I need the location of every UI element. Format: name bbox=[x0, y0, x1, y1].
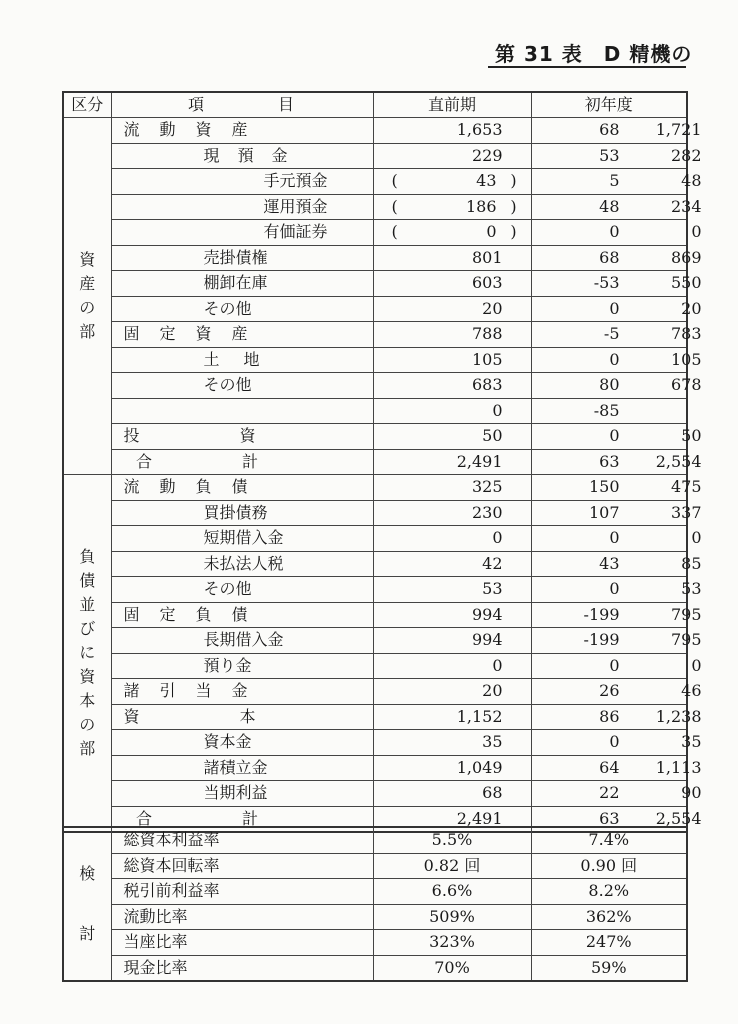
item-label: 現金比率 bbox=[111, 955, 373, 981]
change-value: 0 bbox=[609, 732, 620, 752]
table-row bbox=[63, 704, 687, 730]
first-year-value: 8.2% bbox=[531, 879, 687, 905]
first-year-value bbox=[531, 704, 702, 730]
item-label: 売掛債権 bbox=[111, 245, 373, 271]
first-year-value bbox=[531, 398, 687, 424]
prev-value: 788 bbox=[373, 322, 531, 348]
header-first: 初年度 bbox=[531, 92, 687, 118]
first-year-value: 0.90 回 bbox=[531, 853, 687, 879]
table-row bbox=[63, 602, 687, 628]
first-year-value bbox=[531, 577, 702, 603]
close-paren: ) bbox=[510, 222, 517, 242]
result-value: 53 bbox=[681, 579, 702, 599]
item-label: 合計 bbox=[111, 806, 373, 832]
item-label: その他 bbox=[111, 577, 373, 603]
first-year-value bbox=[531, 347, 702, 373]
table-row bbox=[63, 679, 687, 705]
table-row bbox=[63, 194, 687, 220]
prev-value: 2,491 bbox=[373, 449, 531, 475]
item-label: 固定資産 bbox=[111, 322, 373, 348]
section-label-char: 部 bbox=[79, 322, 96, 341]
table-row bbox=[63, 475, 687, 501]
change-value: -199 bbox=[583, 604, 620, 624]
result-value: 795 bbox=[670, 604, 702, 624]
item-label: 諸引当金 bbox=[111, 679, 373, 705]
result-value: 85 bbox=[681, 553, 702, 573]
change-value: 0 bbox=[609, 349, 620, 369]
result-value: 46 bbox=[681, 681, 702, 701]
section-label-char: 検 bbox=[79, 864, 96, 883]
prev-value: 35 bbox=[373, 730, 531, 756]
result-value: 475 bbox=[670, 477, 702, 497]
table-row bbox=[63, 853, 687, 879]
prev-value: 603 bbox=[373, 271, 531, 297]
section-label-char: に bbox=[79, 643, 96, 662]
first-year-value bbox=[531, 526, 702, 552]
prev-number: 43 bbox=[476, 171, 497, 191]
section-label-char: び bbox=[79, 619, 96, 638]
section-label-char: 債 bbox=[79, 571, 96, 590]
first-year-value bbox=[531, 194, 702, 220]
result-value: 678 bbox=[670, 375, 702, 395]
item-label: 当期利益 bbox=[111, 781, 373, 807]
result-value: 1,238 bbox=[655, 706, 702, 726]
result-value: 1,113 bbox=[655, 757, 702, 777]
item-label: 長期借入金 bbox=[111, 628, 373, 654]
item-label bbox=[111, 398, 373, 424]
item-label: 諸積立金 bbox=[111, 755, 373, 781]
first-year-value bbox=[531, 424, 702, 450]
change-value: 64 bbox=[599, 757, 620, 777]
item-label: 流動負債 bbox=[111, 475, 373, 501]
prev-value: 1,152 bbox=[373, 704, 531, 730]
item-label: その他 bbox=[111, 373, 373, 399]
table-row bbox=[63, 271, 687, 297]
prev-value: 50 bbox=[373, 424, 531, 450]
first-year-value: 59% bbox=[531, 955, 687, 981]
prev-value: 20 bbox=[373, 679, 531, 705]
section-label-char: 産 bbox=[79, 274, 96, 293]
first-year-value: 362% bbox=[531, 904, 687, 930]
section-label-char: 本 bbox=[79, 691, 96, 710]
section-label-char: の bbox=[79, 298, 96, 317]
result-value: 2,554 bbox=[655, 808, 702, 828]
item-label: 土地 bbox=[111, 347, 373, 373]
prev-value: 325 bbox=[373, 475, 531, 501]
section-label-char: 部 bbox=[79, 739, 96, 758]
result-value: 0 bbox=[691, 222, 702, 242]
table-row bbox=[63, 577, 687, 603]
table-row bbox=[63, 296, 687, 322]
item-label: 流動比率 bbox=[111, 904, 373, 930]
prev-value: 2,491 bbox=[373, 806, 531, 832]
prev-value: 1,653 bbox=[373, 118, 531, 144]
item-label: 有価証券 bbox=[111, 220, 373, 246]
prev-value: 1,049 bbox=[373, 755, 531, 781]
table-row bbox=[63, 904, 687, 930]
change-value: 107 bbox=[588, 502, 620, 522]
section-label-char: 資 bbox=[79, 667, 96, 686]
result-value: 0 bbox=[691, 528, 702, 548]
section-label-char: 討 bbox=[79, 924, 96, 943]
section-label bbox=[63, 118, 111, 475]
prev-value: 0 bbox=[373, 526, 531, 552]
prev-value: 229 bbox=[373, 143, 531, 169]
first-year-value bbox=[531, 296, 702, 322]
first-year-value bbox=[531, 271, 702, 297]
first-year-value bbox=[531, 118, 702, 144]
prev-value: 230 bbox=[373, 500, 531, 526]
first-year-value bbox=[531, 373, 702, 399]
change-value: -53 bbox=[593, 273, 620, 293]
first-year-value bbox=[531, 449, 702, 475]
item-label: 未払法人税 bbox=[111, 551, 373, 577]
first-year-value bbox=[531, 781, 702, 807]
prev-value: 20 bbox=[373, 296, 531, 322]
first-year-value bbox=[531, 322, 702, 348]
table-row bbox=[63, 955, 687, 981]
table-row bbox=[63, 373, 687, 399]
table-row bbox=[63, 245, 687, 271]
item-label: 投資 bbox=[111, 424, 373, 450]
prev-value: 5.5% bbox=[373, 827, 531, 853]
first-year-value bbox=[531, 602, 702, 628]
change-value: 63 bbox=[599, 451, 620, 471]
prev-value: 105 bbox=[373, 347, 531, 373]
item-label: 資本金 bbox=[111, 730, 373, 756]
item-label: 資本 bbox=[111, 704, 373, 730]
table-row bbox=[63, 424, 687, 450]
balance-sheet-table bbox=[62, 91, 702, 833]
change-value: 63 bbox=[599, 808, 620, 828]
prev-value: 509% bbox=[373, 904, 531, 930]
open-paren: ( bbox=[391, 171, 398, 191]
item-label: 税引前利益率 bbox=[111, 879, 373, 905]
table-row bbox=[63, 220, 687, 246]
prev-value: 68 bbox=[373, 781, 531, 807]
table-row bbox=[63, 347, 687, 373]
table-row bbox=[63, 398, 687, 424]
section-label-char: 並 bbox=[79, 595, 96, 614]
table-row bbox=[63, 730, 687, 756]
item-label: その他 bbox=[111, 296, 373, 322]
section-label-char: 資 bbox=[79, 250, 96, 269]
item-label: 買掛債務 bbox=[111, 500, 373, 526]
table-row bbox=[63, 322, 687, 348]
table-row bbox=[63, 500, 687, 526]
table-row bbox=[63, 781, 687, 807]
change-value: 53 bbox=[599, 145, 620, 165]
section-label-char: 負 bbox=[79, 547, 96, 566]
change-value: 0 bbox=[609, 298, 620, 318]
open-paren: ( bbox=[391, 222, 398, 242]
result-value: 35 bbox=[681, 732, 702, 752]
result-value: 0 bbox=[691, 655, 702, 675]
first-year-value bbox=[531, 500, 702, 526]
first-year-value bbox=[531, 169, 702, 195]
prev-value: 0.82 回 bbox=[373, 853, 531, 879]
first-year-value bbox=[531, 220, 702, 246]
first-year-value bbox=[531, 551, 702, 577]
change-value: -5 bbox=[603, 324, 620, 344]
result-value: 869 bbox=[670, 247, 702, 267]
table-row bbox=[63, 449, 687, 475]
change-value: 68 bbox=[599, 120, 620, 140]
open-paren: ( bbox=[391, 196, 398, 216]
first-year-value bbox=[531, 628, 702, 654]
prev-value: 994 bbox=[373, 602, 531, 628]
item-label: 運用預金 bbox=[111, 194, 373, 220]
prev-value: 994 bbox=[373, 628, 531, 654]
result-value: 282 bbox=[670, 145, 702, 165]
result-value: 20 bbox=[681, 298, 702, 318]
change-value: 0 bbox=[609, 222, 620, 242]
result-value: 795 bbox=[670, 630, 702, 650]
header-section: 区分 bbox=[63, 92, 111, 118]
result-value: 550 bbox=[670, 273, 702, 293]
change-value: 26 bbox=[599, 681, 620, 701]
table-row bbox=[63, 526, 687, 552]
change-value: 22 bbox=[599, 783, 620, 803]
prev-value bbox=[373, 194, 531, 220]
header-item: 項 目 bbox=[111, 92, 373, 118]
result-value: 783 bbox=[670, 324, 702, 344]
prev-number: 186 bbox=[465, 196, 497, 216]
prev-value: 70% bbox=[373, 955, 531, 981]
result-value: 105 bbox=[670, 349, 702, 369]
result-value: 2,554 bbox=[655, 451, 702, 471]
first-year-value bbox=[531, 679, 702, 705]
change-value: 0 bbox=[609, 579, 620, 599]
first-year-value bbox=[531, 475, 702, 501]
item-label: 棚卸在庫 bbox=[111, 271, 373, 297]
section-label bbox=[63, 475, 111, 833]
header-row bbox=[63, 92, 687, 118]
item-label: 現預金 bbox=[111, 143, 373, 169]
close-paren: ) bbox=[510, 196, 517, 216]
section-label-char: の bbox=[79, 715, 96, 734]
first-year-value bbox=[531, 730, 702, 756]
result-value: 90 bbox=[681, 783, 702, 803]
first-year-value bbox=[531, 653, 702, 679]
result-value: 50 bbox=[681, 426, 702, 446]
result-value: 1,721 bbox=[655, 120, 702, 140]
table-row bbox=[63, 169, 687, 195]
section-label bbox=[63, 827, 111, 981]
change-value: -85 bbox=[593, 400, 620, 420]
prev-value: 0 bbox=[373, 653, 531, 679]
table-row bbox=[63, 930, 687, 956]
item-label: 流動資産 bbox=[111, 118, 373, 144]
prev-value: 6.6% bbox=[373, 879, 531, 905]
close-paren: ) bbox=[510, 171, 517, 191]
result-value: 48 bbox=[681, 171, 702, 191]
prev-value: 0 bbox=[373, 398, 531, 424]
item-label: 手元預金 bbox=[111, 169, 373, 195]
change-value: 43 bbox=[599, 553, 620, 573]
table-row bbox=[63, 143, 687, 169]
table-row bbox=[63, 879, 687, 905]
item-label: 預り金 bbox=[111, 653, 373, 679]
prev-value: 42 bbox=[373, 551, 531, 577]
prev-value bbox=[373, 169, 531, 195]
title-underline bbox=[488, 66, 686, 68]
item-label: 固定負債 bbox=[111, 602, 373, 628]
first-year-value: 7.4% bbox=[531, 827, 687, 853]
change-value: 68 bbox=[599, 247, 620, 267]
table-row bbox=[63, 118, 687, 144]
prev-value bbox=[373, 220, 531, 246]
table-row bbox=[63, 653, 687, 679]
change-value: 0 bbox=[609, 426, 620, 446]
change-value: -199 bbox=[583, 630, 620, 650]
table-row bbox=[63, 628, 687, 654]
prev-number: 0 bbox=[486, 222, 497, 242]
item-label: 総資本回転率 bbox=[111, 853, 373, 879]
change-value: 0 bbox=[609, 528, 620, 548]
change-value: 150 bbox=[588, 477, 620, 497]
change-value: 5 bbox=[609, 171, 620, 191]
change-value: 0 bbox=[609, 655, 620, 675]
table-row bbox=[63, 551, 687, 577]
change-value: 86 bbox=[599, 706, 620, 726]
change-value: 80 bbox=[599, 375, 620, 395]
first-year-value bbox=[531, 143, 702, 169]
prev-value: 683 bbox=[373, 373, 531, 399]
table-row bbox=[63, 755, 687, 781]
header-prev: 直前期 bbox=[373, 92, 531, 118]
item-label: 総資本利益率 bbox=[111, 827, 373, 853]
first-year-value bbox=[531, 755, 702, 781]
review-table bbox=[62, 826, 688, 982]
table-row bbox=[63, 827, 687, 853]
prev-value: 53 bbox=[373, 577, 531, 603]
first-year-value bbox=[531, 245, 702, 271]
table-title: 第 31 表 D 精機の bbox=[495, 42, 693, 66]
item-label: 合計 bbox=[111, 449, 373, 475]
result-value: 234 bbox=[670, 196, 702, 216]
item-label: 短期借入金 bbox=[111, 526, 373, 552]
prev-value: 801 bbox=[373, 245, 531, 271]
first-year-value: 247% bbox=[531, 930, 687, 956]
change-value: 48 bbox=[599, 196, 620, 216]
prev-value: 323% bbox=[373, 930, 531, 956]
result-value: 337 bbox=[670, 502, 702, 522]
item-label: 当座比率 bbox=[111, 930, 373, 956]
